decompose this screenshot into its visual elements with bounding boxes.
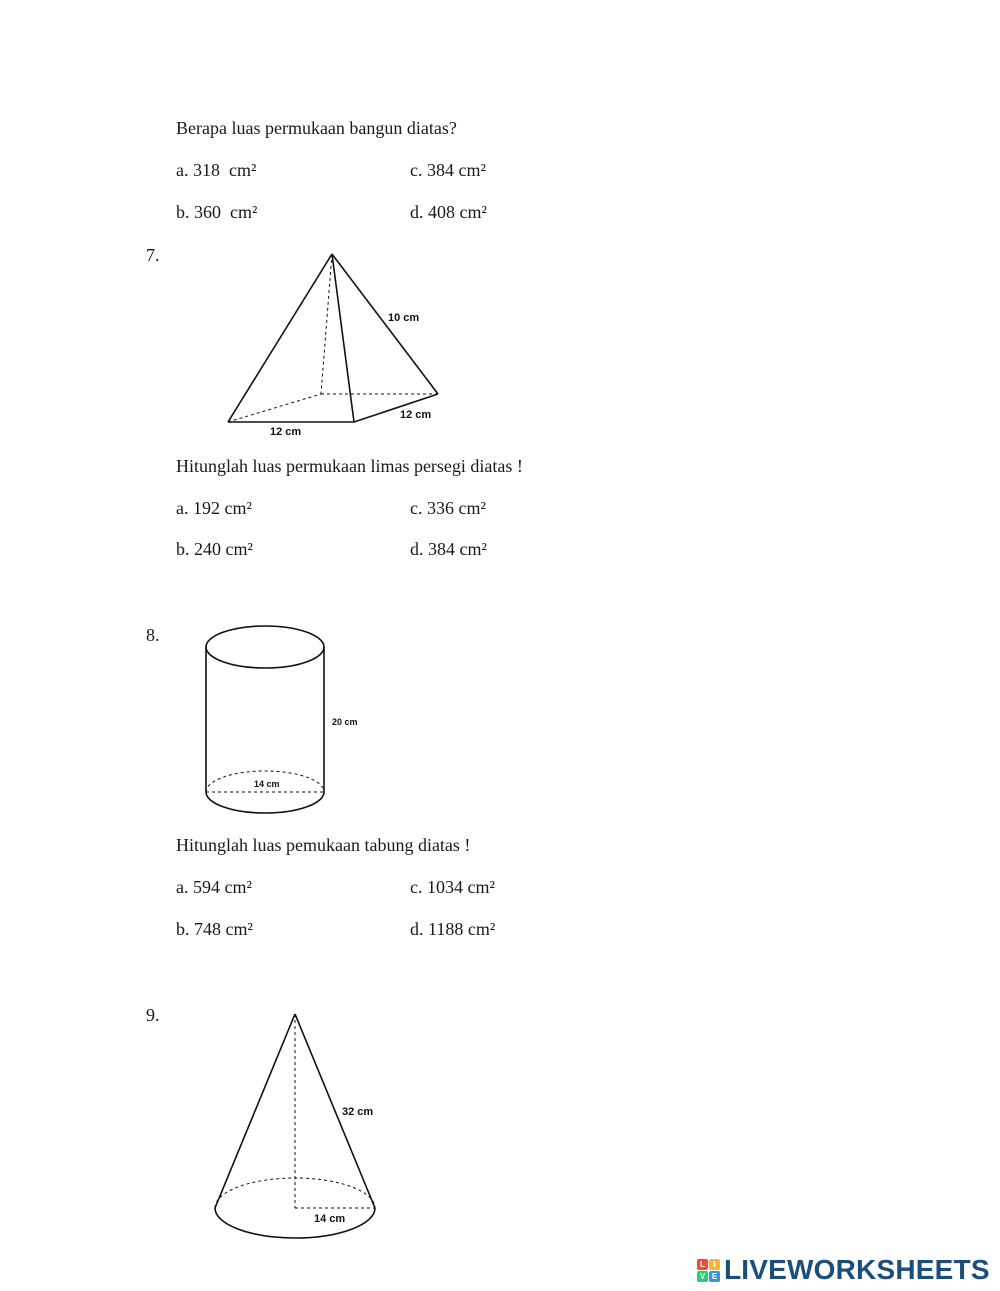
q9-cone-figure [208, 1008, 384, 1251]
q7-option-c[interactable]: c. 336 cm² [410, 498, 486, 518]
pyramid-hidden-height [321, 254, 332, 394]
liveworksheets-wordmark: LIVEWORKSHEETS [724, 1254, 990, 1285]
q7-question: Hitunglah luas permukaan limas persegi diatas ! [176, 456, 523, 476]
q8-number: 8. [146, 625, 160, 645]
cylinder-bottom-front-arc [206, 792, 324, 813]
pyramid-left-edge [228, 254, 332, 422]
q7-number: 7. [146, 245, 160, 265]
q9-radius-label: 14 cm [314, 1213, 346, 1225]
q9-number: 9. [146, 1005, 160, 1025]
q8-option-b[interactable]: b. 748 cm² [176, 919, 253, 939]
q7-base-side-label: 12 cm [400, 409, 432, 421]
q7-pyramid-figure [224, 248, 444, 445]
logo-tile-l: L [697, 1259, 708, 1270]
cylinder-diagram [200, 620, 370, 814]
square-pyramid-diagram [224, 248, 444, 440]
q8-option-c[interactable]: c. 1034 cm² [410, 877, 495, 897]
q7-option-b[interactable]: b. 240 cm² [176, 539, 253, 559]
q8-diameter-label: 14 cm [254, 779, 280, 789]
liveworksheets-brand [697, 1254, 990, 1286]
q8-option-d[interactable]: d. 1188 cm² [410, 919, 496, 939]
logo-tile-e: E [709, 1271, 720, 1282]
q6-option-c[interactable]: c. 384 cm² [410, 160, 486, 180]
q9-slant-label: 32 cm [342, 1106, 374, 1118]
cone-diagram [208, 1008, 384, 1246]
q8-cylinder-figure [200, 620, 370, 819]
q8-height-label: 20 cm [332, 717, 358, 727]
logo-tile-v: V [697, 1271, 708, 1282]
q7-base-front-label: 12 cm [270, 426, 302, 438]
q7-slant-label: 10 cm [388, 312, 420, 324]
q6-option-a[interactable]: a. 318 cm² [176, 160, 257, 180]
q6-option-b[interactable]: b. 360 cm² [176, 202, 258, 222]
q7-option-d[interactable]: d. 384 cm² [410, 539, 487, 559]
q6-option-d[interactable]: d. 408 cm² [410, 202, 487, 222]
q6-question: Berapa luas permukaan bangun diatas? [176, 118, 457, 138]
cone-left-slant [215, 1014, 295, 1208]
q8-question: Hitunglah luas pemukaan tabung diatas ! [176, 835, 471, 855]
logo-tile-i: I [709, 1259, 720, 1270]
q7-option-a[interactable]: a. 192 cm² [176, 498, 252, 518]
q8-option-a[interactable]: a. 594 cm² [176, 877, 252, 897]
cone-base-front-arc [215, 1208, 375, 1238]
liveworksheets-logo-icon [697, 1259, 720, 1282]
cylinder-top-ellipse [206, 626, 324, 668]
